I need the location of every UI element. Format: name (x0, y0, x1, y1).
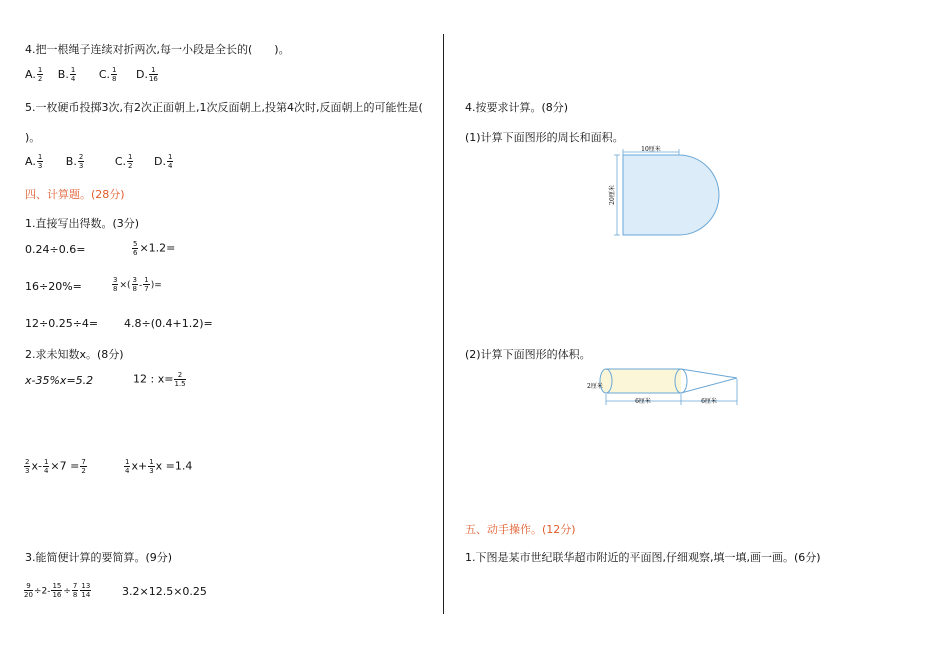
option-d: D. $\frac{1}{4}$ (153, 153, 173, 170)
option-c: C. $\frac{1}{8}$ (98, 66, 117, 83)
option-b: B. $\frac{2}{3}$ (65, 153, 84, 170)
equation-3: $\frac{2}{3}$ x- $\frac{1}{4}$ ×7 = $\frac{7}{2}$ (25, 458, 86, 475)
expression-5: 12÷0.25÷4= (25, 317, 99, 330)
right-question-4-part-1: (1)计算下面图形的周长和面积。 (465, 131, 624, 144)
option-c: C. $\frac{1}{2}$ (114, 153, 133, 170)
right-question-4: 4.按要求计算。(8分) (465, 101, 569, 114)
question-5-text-cont: )。 (25, 131, 41, 144)
equation-4: $\frac{1}{4}$ x+ $\frac{1}{3}$ x =1.4 (125, 458, 193, 475)
option-a: A. $\frac{1}{3}$ (25, 153, 43, 170)
cylinder-length-label: 6厘米 (635, 398, 651, 405)
equation-1: x-35%x=5.2 (25, 374, 94, 387)
calc-expression-2: 3.2×12.5×0.25 (122, 585, 207, 598)
section-4-q2: 2.求未知数x。(8分) (25, 348, 124, 361)
question-4-options (25, 66, 159, 83)
section-4-q1: 1.直接写出得数。(3分) (25, 217, 140, 230)
expression-2: $\frac{5}{6}$ ×1.2= (133, 240, 176, 257)
column-divider (443, 34, 444, 614)
calc-expression-1: $\frac{9}{20}$ ÷2- $\frac{15}{16}$ ÷ $\frac{7}{8}$ $\frac{13}{14}$ (24, 582, 91, 599)
expression-6: 4.8÷(0.4+1.2)= (124, 317, 213, 330)
expression-3: 16÷20%= (25, 280, 82, 293)
cylinder-cone-figure (585, 363, 745, 413)
question-5-options (25, 153, 174, 170)
expression-4: $\frac{3}{8}$ ×( $\frac{3}{8}$ - $\frac{1}{7}$ )= (113, 276, 162, 293)
top-dimension-label: 10厘米 (641, 146, 661, 153)
option-a: A. $\frac{1}{2}$ (25, 66, 43, 83)
option-b: B. $\frac{1}{4}$ (57, 66, 76, 83)
expression-1: 0.24÷0.6= (25, 243, 86, 256)
question-4-text: 4.把一根绳子连续对折两次,每一小段是全长的( )。 (25, 43, 290, 56)
section-5-q1: 1.下图是某市世纪联华超市附近的平面图,仔细观察,填一填,画一画。(6分) (465, 551, 821, 564)
section-4-heading: 四、计算题。(28分) (25, 188, 125, 201)
side-dimension-label: 20厘米 (609, 185, 616, 205)
equation-2: 12 : x= $\frac{2}{1.5}$ (133, 371, 186, 388)
question-5-text: 5.一枚硬币投掷3次,有2次正面朝上,1次反面朝上,投第4次时,反面朝上的可能性是( (25, 101, 423, 114)
cone-length-label: 6厘米 (701, 398, 717, 405)
section-4-q3: 3.能简便计算的要简算。(9分) (25, 551, 173, 564)
section-5-heading: 五、动手操作。(12分) (465, 523, 576, 536)
option-d: D. $\frac{1}{16}$ (135, 66, 158, 83)
semicircle-rectangle-figure (605, 143, 720, 243)
diameter-label: 2厘米 (587, 383, 603, 390)
right-question-4-part-2: (2)计算下面图形的体积。 (465, 348, 591, 361)
